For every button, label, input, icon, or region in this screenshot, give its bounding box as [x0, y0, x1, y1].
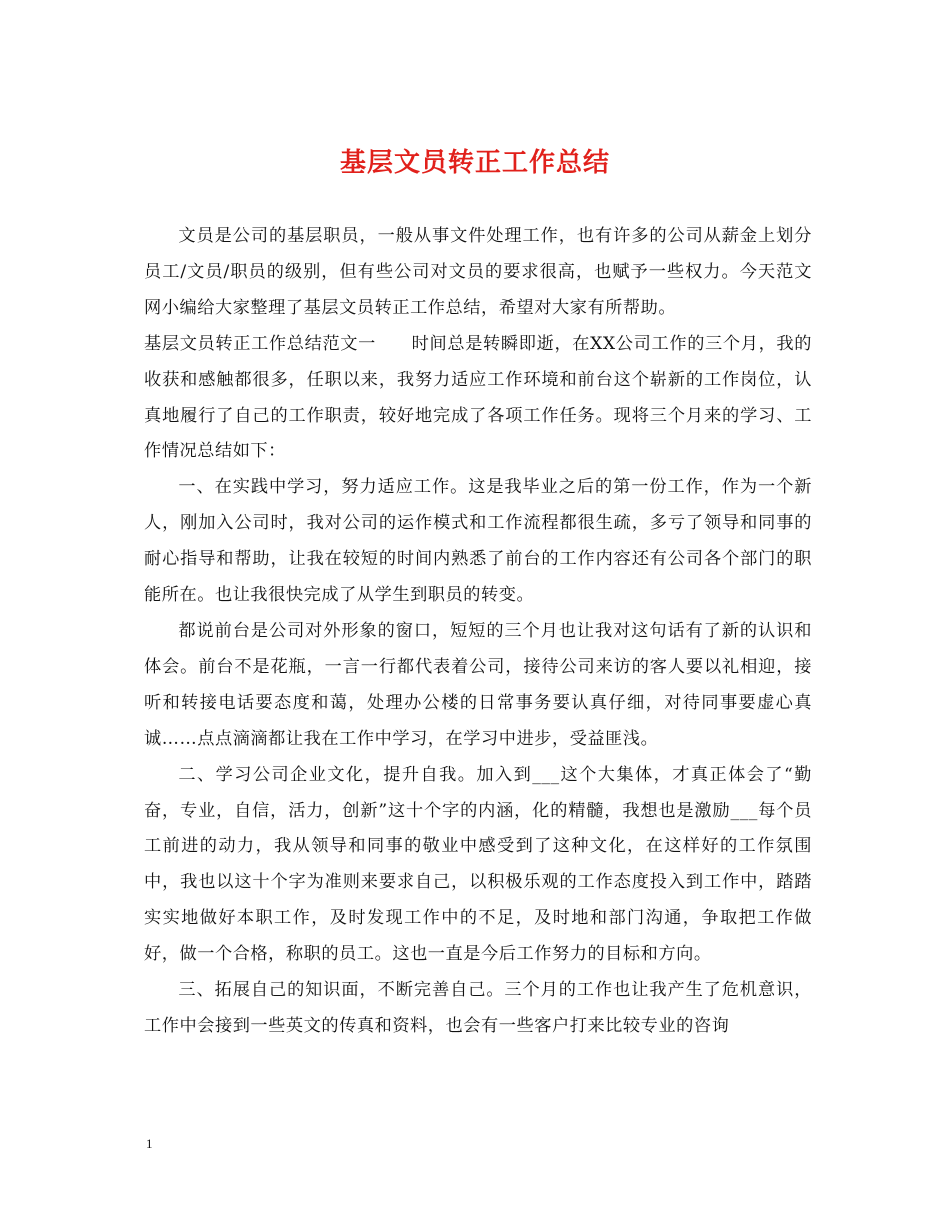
body-paragraph: 一、在实践中学习，努力适应工作。这是我毕业之后的第一份工作，作为一个新人，刚加入公司时，我对公司的运作模式和工作流程都很生疏，多亏了领导和同事的耐心指导和帮助，让我在较短的时间内熟悉了前台的工作内容还有公司各个部门的职能所在。也让我很快完成了从学生到职员的转变。 — [144, 477, 812, 606]
body-paragraph: 二、学习公司企业文化，提升自我。加入到___这个大集体，才真正体会了“勤奋，专业，自信，活力，创新”这十个字的内涵，化的精髓，我想也是激励___每个员工前进的动力，我从领导和同事的敬业中感受到了这种文化，在这样好的工作氛围中，我也以这十个字为准则来要求自己，以积极乐观的工作态度投入到工作中，踏踏实实地做好本职工作，及时发现工作中的不足，及时地和部门沟通，争取把工作做好，做一个合格，称职的员工。这也一直是今后工作努力的目标和方向。 — [144, 764, 812, 965]
body-paragraph: 基层文员转正工作总结范文一 时间总是转瞬即逝，在XX公司工作的三个月，我的收获和感触都很多，任职以来，我努力适应工作环境和前台这个崭新的工作岗位，认真地履行了自己的工作职责，较好地完成了各项工作任务。现将三个月来的学习、工作情况总结如下： — [144, 333, 812, 462]
body-paragraph: 都说前台是公司对外形象的窗口，短短的三个月也让我对这句话有了新的认识和体会。前台不是花瓶，一言一行都代表着公司，接待公司来访的客人要以礼相迎，接听和转接电话要态度和蔼，处理办公楼的日常事务要认真仔细，对待同事要虚心真诚……点点滴滴都让我在工作中学习，在学习中进步，受益匪浅。 — [144, 620, 812, 749]
body-paragraph: 三、拓展自己的知识面，不断完善自己。三个月的工作也让我产生了危机意识，工作中会接到一些英文的传真和资料，也会有一些客户打来比较专业的咨询 — [144, 980, 812, 1036]
document-title: 基层文员转正工作总结 — [339, 148, 610, 178]
document-body — [144, 219, 812, 1045]
page-number: 1 — [146, 1136, 153, 1151]
body-paragraph: 文员是公司的基层职员，一般从事文件处理工作，也有许多的公司从薪金上划分员工/文员/职员的级别，但有些公司对文员的要求很高，也赋予一些权力。今天范文网小编给大家整理了基层文员转正工作总结，希望对大家有所帮助。 — [144, 226, 812, 318]
